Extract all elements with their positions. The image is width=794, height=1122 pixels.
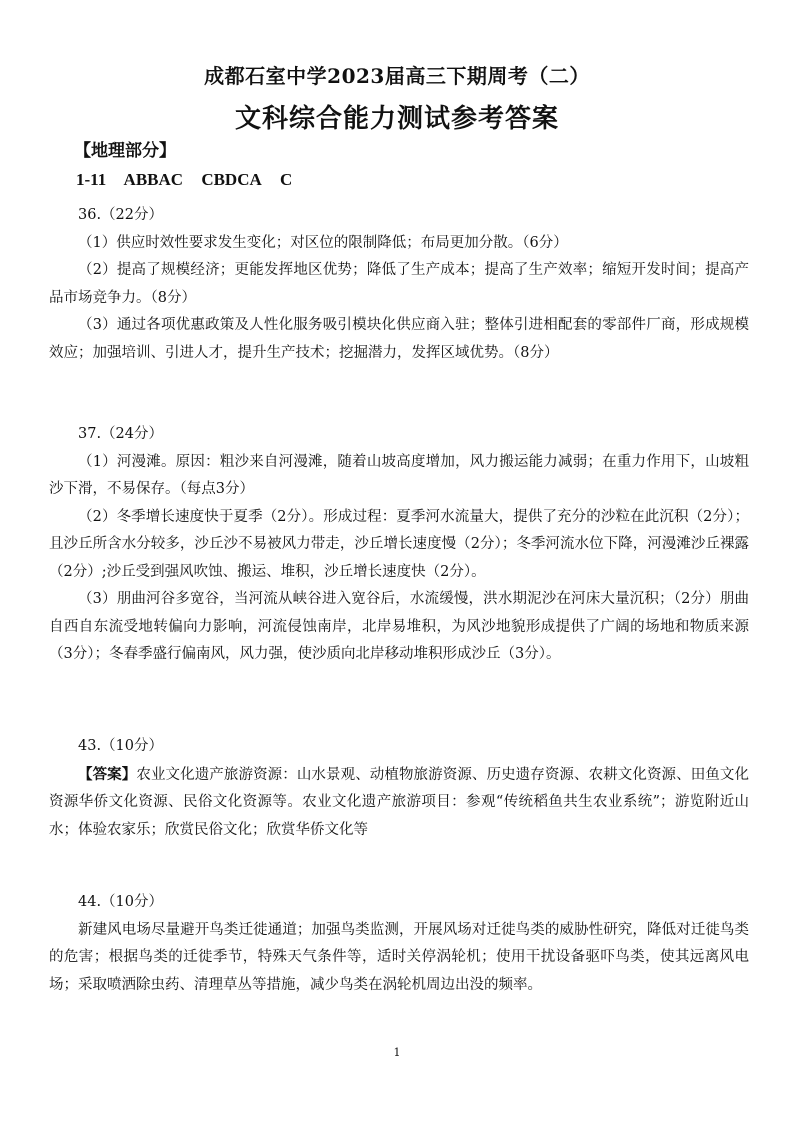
question-36-part-1: （1）供应时效性要求发生变化；对区位的限制降低；布局更加分散。（6分） [78, 234, 568, 251]
question-44 [49, 889, 749, 999]
question-37 [49, 421, 749, 669]
mc-group-3: C [280, 170, 293, 189]
mc-group-1: ABBAC [123, 170, 184, 189]
question-36-part-2: （2）提高了规模经济；更能发挥地区优势；降低了生产成本；提高了生产效率；缩短开发时间；提高产品市场竞争力。（8分） [49, 262, 749, 306]
multiple-choice-answers [76, 170, 306, 190]
question-43 [49, 733, 749, 844]
section-label: 【地理部分】 [74, 141, 176, 161]
exam-title: 成都石室中学2023届高三下期周考（二） [204, 64, 590, 88]
question-44-head: 44.（10分） [78, 894, 164, 910]
question-36 [49, 202, 749, 367]
question-44-text: 新建风电场尽量避开鸟类迁徙通道；加强鸟类监测，开展风场对迁徙鸟类的威胁性研究，降低对迁徙鸟类的危害；根据鸟类的迁徙季节，特殊天气条件等，适时关停涡轮机；使用干扰设备驱吓鸟类，使其远离风电场；采取喷洒除虫药、清理草丛等措施，减少鸟类在涡轮机周边出没的频率。 [49, 921, 749, 993]
question-43-text: 农业文化遗产旅游资源：山水景观、动植物旅游资源、历史遗存资源、农耕文化资源、田鱼文化资源华侨文化资源、民俗文化资源等。农业文化遗产旅游项目：参观“传统稻鱼共生农业系统”；游览附近山水；体验农家乐；欣赏民俗文化；欣赏华侨文化等 [49, 766, 749, 838]
question-37-part-1: （1）河漫滩。原因：粗沙来自河漫滩，随着山坡高度增加，风力搬运能力减弱；在重力作用下，山坡粗沙下滑，不易保存。（每点3分） [49, 453, 749, 497]
question-43-head: 43.（10分） [78, 738, 164, 754]
question-37-part-2: （2）冬季增长速度快于夏季（2分）。形成过程：夏季河水流量大，提供了充分的沙粒在此沉积（2分）；且沙丘所含水分较多，沙丘沙不易被风力带走，沙丘增长速度慢（2分）；冬季河流水位下降，河漫滩沙丘裸露（2分）;沙丘受到强风吹蚀、搬运、堆积，沙丘增长速度快（2分）。 [49, 508, 749, 580]
question-36-part-3: （3）通过各项优惠政策及人性化服务吸引模块化供应商入驻；整体引进相配套的零部件厂商，形成规模效应；加强培训、引进人才，提升生产技术；挖掘潜力，发挥区域优势。（8分） [49, 317, 749, 361]
mc-range: 1-11 [76, 170, 107, 189]
question-43-answer [49, 761, 749, 845]
question-37-part-3: （3）朋曲河谷多宽谷，当河流从峡谷进入宽谷后，水流缓慢，洪水期泥沙在河床大量沉积；（2分）朋曲自西自东流受地转偏向力影响，河流侵蚀南岸，北岸易堆积，为风沙地貌形成提供了广阔的场地和物质来源（3分）；冬春季盛行偏南风，风力强，使沙质向北岸移动堆积形成沙丘（3分）。 [49, 591, 749, 662]
question-37-head: 37.（24分） [78, 426, 164, 442]
question-36-head: 36.（22分） [78, 207, 164, 223]
page-number: 1 [393, 1046, 401, 1059]
answer-tag: 【答案】 [78, 765, 137, 783]
mc-group-2: CBDCA [201, 170, 262, 189]
exam-subtitle: 文科综合能力测试参考答案 [234, 104, 559, 134]
